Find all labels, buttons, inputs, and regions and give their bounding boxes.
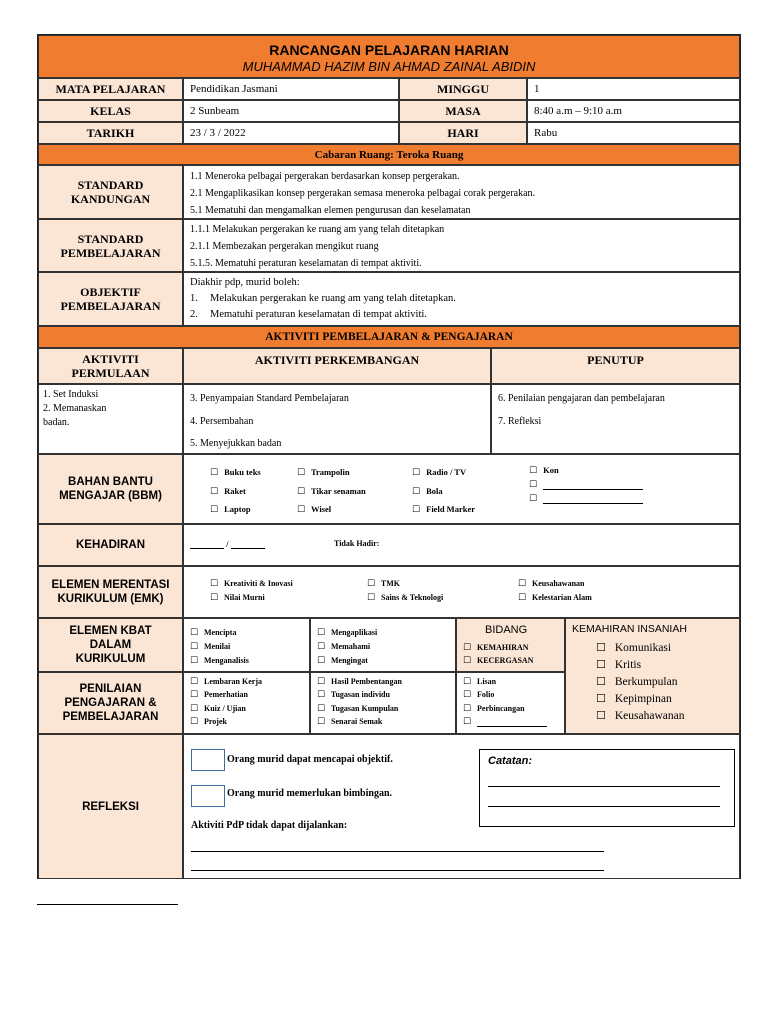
penutup-line: 6. Penilaian pengajaran dan pembelajaran: [498, 393, 665, 404]
permulaan-line: 2. Memanaskan: [43, 403, 107, 414]
insaniah-option[interactable]: ☐ Komunikasi: [596, 641, 672, 654]
emk-option[interactable]: ☐ Keusahawanan: [518, 579, 585, 589]
bbm-option[interactable]: ☐ Wisel: [297, 504, 332, 515]
kehadiran-content: [183, 524, 740, 566]
sk-line: 1.1 Meneroka pelbagai pergerakan berdasarkan konsep pergerakan.: [190, 171, 460, 182]
objektif-num: 1.: [190, 293, 198, 304]
kbat-option[interactable]: ☐ Mengingat: [317, 656, 368, 666]
kbat-option[interactable]: ☐ Menganalisis: [190, 656, 249, 666]
sp-line: 5.1.5. Mematuhi peraturan keselamatan di tempat aktiviti.: [190, 258, 422, 269]
bbm-option[interactable]: ☐ Bola: [412, 486, 443, 497]
refleksi-line-3: Aktiviti PdP tidak dapat dijalankan:: [191, 820, 348, 831]
standard-kandungan-content: [183, 165, 740, 219]
refleksi-write-line[interactable]: [191, 870, 604, 871]
aktiviti-permulaan-header: AKTIVITI PERMULAAN: [38, 348, 183, 384]
insaniah-option[interactable]: ☐ Berkumpulan: [596, 675, 678, 688]
penilaian-option[interactable]: ☐ Lembaran Kerja: [190, 677, 262, 687]
catatan-box[interactable]: [479, 749, 735, 827]
sp-line: 1.1.1 Melakukan pergerakan ke ruang am yang telah ditetapkan: [190, 224, 445, 235]
objektif-label: OBJEKTIF PEMBELAJARAN: [38, 272, 183, 326]
emk-option[interactable]: ☐ Nilai Murni: [210, 593, 265, 603]
penilaian-col3: [456, 672, 565, 734]
penilaian-col2: [310, 672, 456, 734]
insaniah-option[interactable]: ☐ Keusahawanan: [596, 709, 685, 722]
kbat-label: ELEMEN KBAT DALAM KURIKULUM: [38, 618, 183, 672]
refleksi-write-line[interactable]: [191, 851, 604, 852]
mata-pelajaran-value: Pendidikan Jasmani: [183, 78, 399, 100]
standard-kandungan-label: STANDARD KANDUNGAN: [38, 165, 183, 219]
topic-bar: Cabaran Ruang: Teroka Ruang: [38, 144, 740, 165]
tidak-hadir-label: Tidak Hadir:: [334, 539, 380, 548]
perkembangan-line: 4. Persembahan: [190, 415, 254, 427]
penilaian-label: PENILAIAN PENGAJARAN & PEMBELAJARAN: [38, 672, 183, 734]
bbm-option[interactable]: ☐ Radio / TV: [412, 467, 467, 478]
objektif-item: Melakukan pergerakan ke ruang am yang telah ditetapkan.: [210, 293, 456, 304]
penilaian-option[interactable]: ☐ Lisan: [463, 677, 497, 687]
emk-option[interactable]: ☐ Kreativiti & Inovasi: [210, 579, 293, 589]
penilaian-option[interactable]: ☐ Tugasan individu: [317, 690, 390, 700]
sk-line: 5.1 Mematuhi dan mengamalkan elemen pengurusan dan keselamatan: [190, 205, 471, 216]
aktiviti-section-bar: AKTIVITI PEMBELAJARAN & PENGAJARAN: [38, 326, 740, 348]
emk-label: ELEMEN MERENTASI KURIKULUM (EMK): [38, 566, 183, 618]
bidang-block: [456, 618, 565, 672]
penilaian-option[interactable]: ☐ Perbincangan: [463, 704, 525, 714]
aktiviti-perkembangan-content: [183, 384, 491, 454]
penilaian-option[interactable]: ☐ Pemerhatian: [190, 690, 248, 700]
emk-option[interactable]: ☐ Sains & Teknologi: [367, 593, 444, 603]
bidang-option[interactable]: ☐ KEMAHIRAN: [463, 643, 529, 653]
refleksi-line-2: Orang murid memerlukan bimbingan.: [227, 788, 393, 799]
kemahiran-insaniah-block: [565, 618, 740, 734]
kbat-option[interactable]: ☐ Mengaplikasi: [317, 628, 378, 638]
penilaian-option[interactable]: ☐ Senarai Semak: [317, 717, 383, 727]
bbm-blank-option[interactable]: ☐: [529, 479, 643, 490]
kehadiran-label: KEHADIRAN: [38, 524, 183, 566]
aktiviti-permulaan-content: [38, 384, 183, 454]
catatan-line: [488, 806, 720, 807]
bbm-blank-option[interactable]: ☐: [529, 493, 643, 504]
refleksi-line-1: Orang murid dapat mencapai objektif.: [227, 754, 393, 765]
bbm-option[interactable]: ☐ Field Marker: [412, 504, 475, 515]
refleksi-content: [183, 734, 740, 879]
penilaian-option[interactable]: ☐ Projek: [190, 717, 227, 727]
permulaan-line: badan.: [43, 417, 70, 428]
penilaian-option[interactable]: ☐ Tugasan Kumpulan: [317, 704, 399, 714]
permulaan-line: 1. Set Induksi: [43, 389, 99, 400]
mata-pelajaran-label: MATA PELAJARAN: [38, 78, 183, 100]
insaniah-option[interactable]: ☐ Kepimpinan: [596, 692, 672, 705]
bidang-option[interactable]: ☐ KECERGASAN: [463, 656, 534, 666]
bbm-label: BAHAN BANTU MENGAJAR (BBM): [38, 454, 183, 524]
objektif-content: [183, 272, 740, 326]
title-block: [38, 35, 740, 78]
footnote-separator: [37, 904, 178, 905]
objektif-item: Mematuhi peraturan keselamatan di tempat aktiviti.: [210, 309, 427, 320]
kemahiran-insaniah-label: KEMAHIRAN INSANIAH: [572, 623, 687, 635]
penutup-line: 7. Refleksi: [498, 415, 542, 427]
kbat-option[interactable]: ☐ Menilai: [190, 642, 231, 652]
lesson-plan-sheet: [37, 34, 741, 879]
bbm-option[interactable]: ☐ Raket: [210, 486, 246, 497]
catatan-line: [488, 786, 720, 787]
penilaian-option[interactable]: ☐ Folio: [463, 690, 495, 700]
catatan-label: Catatan:: [488, 755, 533, 767]
kelas-value: 2 Sunbeam: [183, 100, 399, 122]
teacher-name: MUHAMMAD HAZIM BIN AHMAD ZAINAL ABIDIN: [242, 59, 536, 74]
page-title: RANCANGAN PELAJARAN HARIAN: [269, 42, 509, 58]
sk-line: 2.1 Mengaplikasikan konsep pergerakan semasa meneroka pelbagai corak pergerakan.: [190, 188, 536, 199]
penutup-content: [491, 384, 740, 454]
standard-pembelajaran-label: STANDARD PEMBELAJARAN: [38, 219, 183, 272]
masa-value: 8:40 a.m – 9:10 a.m: [527, 100, 740, 122]
bbm-option[interactable]: ☐ Buku teks: [210, 467, 261, 478]
penilaian-option[interactable]: ☐ Kuiz / Ujian: [190, 704, 246, 714]
sp-line: 2.1.1 Membezakan pergerakan mengikut ruang: [190, 241, 379, 252]
bbm-option[interactable]: ☐ Laptop: [210, 504, 251, 515]
aktiviti-perkembangan-header: AKTIVITI PERKEMBANGAN: [183, 348, 491, 384]
kbat-option[interactable]: ☐ Mencipta: [190, 628, 237, 638]
tarikh-label: TARIKH: [38, 122, 183, 144]
insaniah-option[interactable]: ☐ Kritis: [596, 658, 642, 671]
penilaian-col1: [183, 672, 310, 734]
penilaian-option[interactable]: ☐ Hasil Pembentangan: [317, 677, 402, 687]
refleksi-count-input-1[interactable]: [191, 749, 225, 771]
emk-option[interactable]: ☐ Kelestarian Alam: [518, 593, 592, 603]
standard-pembelajaran-content: [183, 219, 740, 272]
refleksi-label: REFLEKSI: [38, 734, 183, 879]
penilaian-blank-option[interactable]: ☐: [463, 717, 547, 727]
bbm-option[interactable]: ☐ Tikar senaman: [297, 486, 366, 497]
kelas-label: KELAS: [38, 100, 183, 122]
bbm-option[interactable]: ☐ Kon: [529, 465, 559, 476]
perkembangan-line: 3. Penyampaian Standard Pembelajaran: [190, 393, 349, 404]
penutup-header: PENUTUP: [491, 348, 740, 384]
kbat-col1: [183, 618, 310, 672]
tarikh-value: 23 / 3 / 2022: [183, 122, 399, 144]
masa-label: MASA: [399, 100, 527, 122]
kehadiran-count[interactable]: /: [190, 539, 265, 549]
refleksi-count-input-2[interactable]: [191, 785, 225, 807]
minggu-value: 1: [527, 78, 740, 100]
emk-content: [183, 566, 740, 618]
objektif-num: 2.: [190, 309, 198, 320]
minggu-label: MINGGU: [399, 78, 527, 100]
perkembangan-line: 5. Menyejukkan badan: [190, 438, 282, 449]
bidang-label: BIDANG: [485, 624, 528, 636]
bbm-content: [183, 454, 740, 524]
hari-label: HARI: [399, 122, 527, 144]
kbat-option[interactable]: ☐ Memahami: [317, 642, 371, 652]
bbm-option[interactable]: ☐ Trampolin: [297, 467, 350, 478]
emk-option[interactable]: ☐ TMK: [367, 579, 400, 589]
objektif-intro: Diakhir pdp, murid boleh:: [190, 277, 300, 288]
hari-value: Rabu: [527, 122, 740, 144]
kbat-col2: [310, 618, 456, 672]
